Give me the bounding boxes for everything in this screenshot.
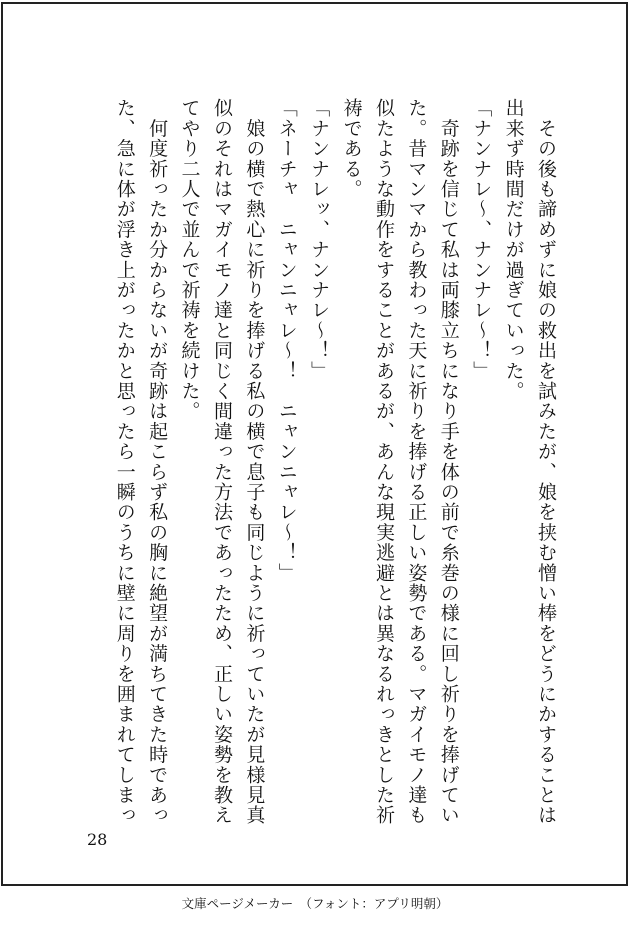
text-line: 奇跡を信じて私は両膝立ちになり手を体の前で糸巻の様に回し祈りを捧げてい (437, 98, 460, 826)
text-line: た。昔マンマから教わった天に祈りを捧げる正しい姿勢である。マガイモノ達も (405, 98, 428, 826)
text-line: 「ナンナレ〜、ナンナレ〜！」 (470, 98, 493, 381)
text-line: た、急に体が浮き上がったかと思ったら一瞬のうちに壁に周りを囲まれてしまっ (113, 98, 136, 826)
text-line: 「ナンナレッ、ナンナレ〜！」 (308, 98, 331, 381)
text-line: 祷である。 (340, 98, 363, 199)
text-line: 「ネーチャ ニャンニャレ〜！ ニャンニャレ〜！」 (275, 98, 298, 583)
text-line: その後も諦めずに娘の救出を試みたが、娘を挟む憎い棒をどうにかすることは (535, 98, 557, 826)
text-line: 何度祈ったか分からないが奇跡は起こらず私の胸に絶望が満ちてきた時であっ (146, 98, 169, 826)
body-text (108, 98, 562, 833)
text-line: 娘の横で熱心に祈りを捧げる私の横で息子も同じように祈っていたが見様見真 (243, 98, 266, 826)
footer-caption: 文庫ページメーカー （フォント：アプリ明朝） (181, 896, 449, 911)
text-line: てやり二人で並んで祈祷を続けた。 (178, 98, 201, 422)
text-line: 出来ず時間だけが過ぎていった。 (502, 98, 525, 401)
text-line: 似のそれはマガイモノ達と同じく間違った方法であったため、正しい姿勢を教え (210, 98, 233, 826)
text-line: 似たような動作をすることがあるが、あんな現実逃避とは異なるれっきとした祈 (372, 98, 395, 826)
page-number: 28 (87, 830, 108, 849)
book-page (1, 2, 628, 886)
